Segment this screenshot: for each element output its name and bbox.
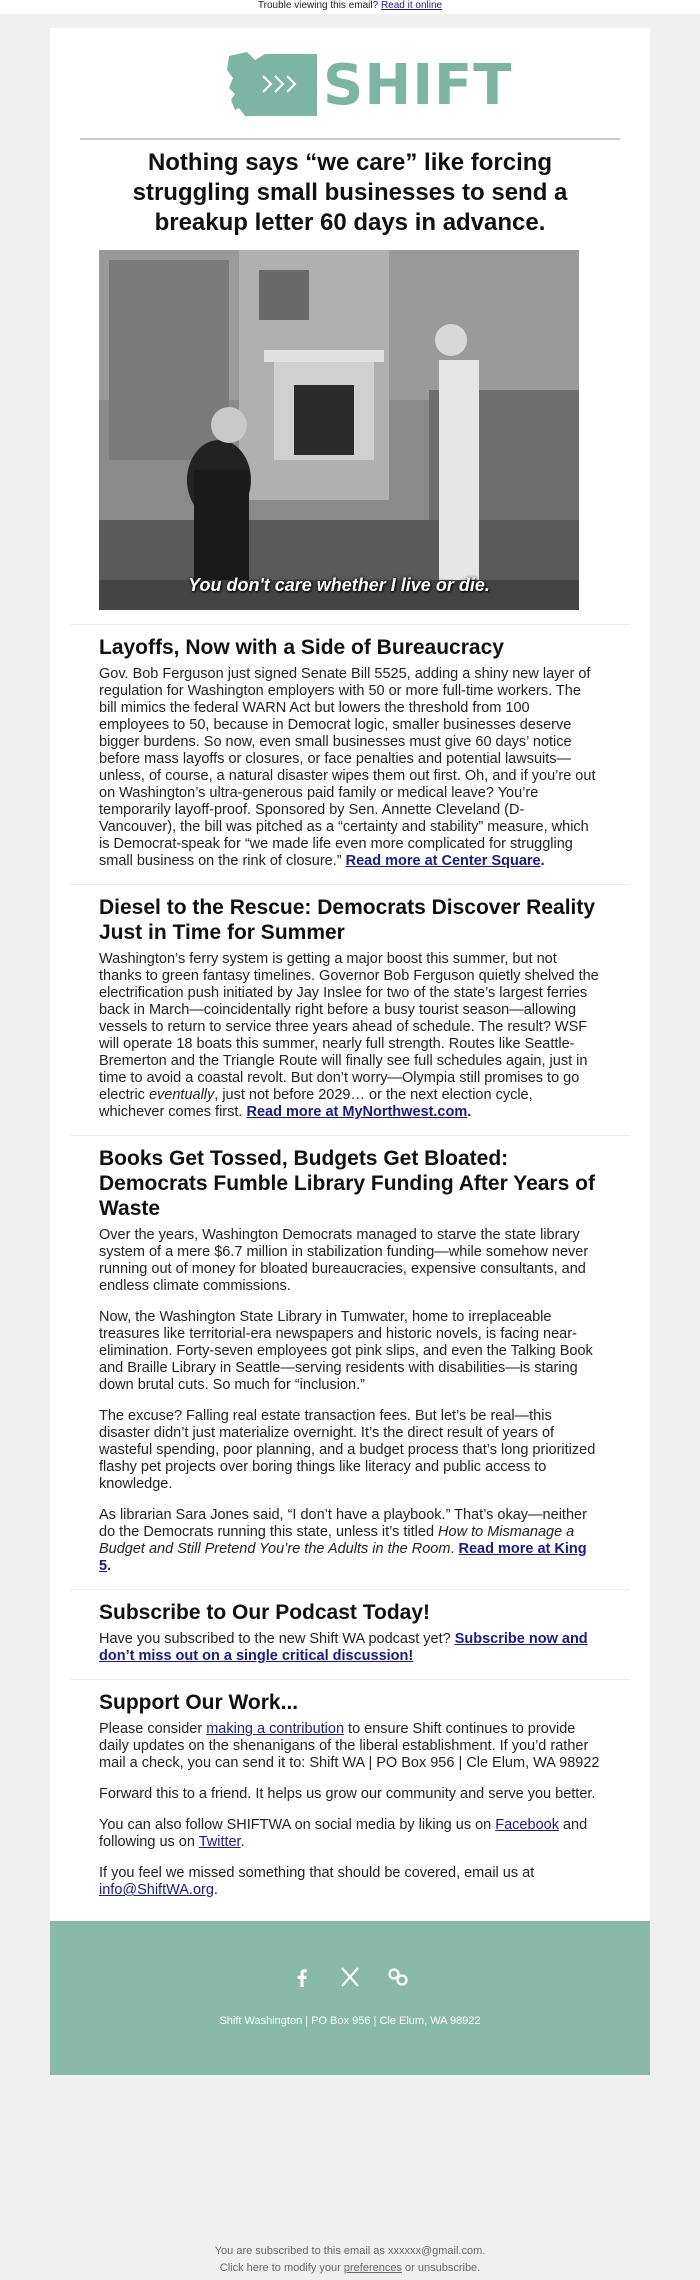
support-title: Support Our Work...: [99, 1691, 299, 1714]
article-text: As librarian Sara Jones said, “I don’t have a playbook.” That’s okay—neither do the Democrats running this state, unless it’s titled: [99, 1507, 587, 1540]
article-text: Gov. Bob Ferguson just signed Senate Bill 5525, adding a shiny new layer of regulation for Washington employers with 50 or more full-time workers. The bill mimics the federal WARN Act but lowers the threshold from 100 employees to 50, because in Democrat logic, smaller businesses deserve bigger burdens. So now, even small businesses must give 60 days’ notice before mass layoffs or closures, or face penalties and potential lawsuits—unless, of course, a natural disaster wipes them out first. Oh, and if you’re out on Washington’s ultra-generous paid family or medical leave? You’re temporarily layoff-proof. Sponsored by Sen. Annette Cleveland (D-Vancouver), the bill was pitched as a “certainty and stability” measure, which is Democrat-speak for “we made life even more complicated for struggling small business on the rink of closure.”: [99, 666, 596, 869]
article-paragraph: Over the years, Washington Democrats managed to starve the state library system of a mere $6.7 million in stabilization funding—while somehow never running out of money for bloated bureaucracies, expensive consultants, and endless climate commissions.: [99, 1227, 589, 1294]
hero-image[interactable]: [99, 250, 579, 610]
article-title: Diesel to the Rescue: Democrats Discover Reality Just in Time for Summer: [99, 896, 596, 944]
read-more-link[interactable]: Read more at King 5: [99, 1541, 587, 1574]
article-title: Layoffs, Now with a Side of Bureaucracy: [99, 636, 504, 659]
read-online-link[interactable]: Read it online: [380, 0, 443, 11]
article-body: Gov. Bob Ferguson just signed Senate Bill 5525, adding a shiny new layer of regulation for Washington employers with 50 or more full-time workers. The bill mimics the federal WARN Act but lowers the threshold from 100 employees to 50, because in Democrat logic, smaller businesses deserve bigger burdens. So now, even small businesses must give 60 days’ notice before mass layoffs or closures, or face penalties and potential lawsuits—unless, of course, a natural disaster wipes them out first. Oh, and if you’re out on Washington’s ultra-generous paid family or medical leave? You’re temporarily layoff-proof. Sponsored by Sen. Annette Cleveland (D-Vancouver), the bill was pitched as a “certainty and stability” measure, which is Democrat-speak for “we made life even more complicated for struggling small business on the rink of closure.” Read more at Center Square.: [99, 666, 596, 869]
subscription-notice: [0, 2243, 700, 2277]
hero-scene: [99, 250, 579, 610]
subscribed-line: You are subscribed to this email as xxxxxx@gmail.com.: [214, 2245, 486, 2257]
support-text: If you feel we missed something that should be covered, email us at: [99, 1865, 535, 1881]
article-paragraph: The excuse? Falling real estate transaction fees. But let’s be real—this disaster didn’t just materialize overnight. It’s the direct result of years of wasteful spending, poor planning, and a budget process that’s long prioritized flashy pet projects over boring things like literacy and public access to knowledge.: [99, 1408, 596, 1492]
email-footer: [50, 1921, 650, 2075]
article-title: Books Get Tossed, Budgets Get Bloated: Democrats Fumble Library Funding After Years of Waste: [99, 1147, 595, 1220]
social-icons: [50, 1965, 650, 1989]
support-text: .: [213, 1882, 218, 1898]
support-text: .: [240, 1834, 245, 1850]
preferences-line: [0, 2260, 700, 2277]
support-text: Please consider: [99, 1721, 207, 1737]
support-paragraph: [99, 1865, 601, 1899]
header-logo-area: [50, 28, 650, 138]
podcast-section: [99, 1590, 601, 1665]
contribution-link[interactable]: making a contribution: [206, 1721, 345, 1737]
article-text: .: [450, 1541, 459, 1557]
support-text: and following us on: [99, 1817, 588, 1850]
podcast-title: Subscribe to Our Podcast Today!: [99, 1601, 430, 1624]
trouble-viewing-bar: [0, 0, 700, 14]
preferences-text: or unsubscribe.: [401, 2262, 481, 2274]
preferences-text: Click here to modify your: [219, 2262, 344, 2274]
article-paragraph: As librarian Sara Jones said, “I don’t have a playbook.” That’s okay—neither do the Democrats running this state, unless it’s titled How to Mismanage a Budget and Still Pretend You’re the Adults in the Room. Read more at King 5.: [99, 1507, 587, 1574]
article-emphasis: How to Mismanage a Budget and Still Pretend You’re the Adults in the Room: [99, 1524, 575, 1557]
facebook-icon[interactable]: [290, 1965, 314, 1989]
x-icon[interactable]: [338, 1965, 362, 1989]
support-paragraph: Forward this to a friend. It helps us grow our community and serve you better.: [99, 1786, 596, 1802]
email-link[interactable]: info@ShiftWA.org: [99, 1882, 214, 1898]
footer-address: Shift Washington | PO Box 956 | Cle Elum, WA 98922: [219, 2015, 481, 2027]
article-library: [99, 1136, 601, 1575]
preferences-link[interactable]: preferences: [343, 2262, 402, 2274]
email-card: [50, 28, 650, 2075]
logo-wordmark: SHIFT: [323, 53, 513, 118]
trouble-viewing-text: Trouble viewing this email?: [257, 0, 379, 11]
read-more-link[interactable]: Read more at Center Square: [345, 853, 541, 869]
lead-headline: Nothing says “we care” like forcing struggling small businesses to send a breakup letter 60 days in advance.: [132, 149, 568, 236]
article-emphasis: eventually: [148, 1087, 215, 1103]
article-text: , just not before 2029… or the next election cycle, whichever comes first.: [99, 1087, 533, 1120]
article-text: Washington’s ferry system is getting a major boost this summer, but not thanks to green fantasy timelines. Governor Bob Ferguson quietly shelved the electrification push initiated by Jay Inslee for two of the state’s largest ferries back in March—coincidentally right before a busy tourist season—allowing vessels to return to service three years ahead of schedule. The result? WSF will operate 18 boats this summer, nearly full strength. Routes like Seattle-Bremerton and the Triangle Route will finally see full schedules again, just in time to avoid a coastal revolt. But don’t worry—Olympia still promises to go electric: [99, 951, 599, 1103]
article-paragraph: Now, the Washington State Library in Tumwater, home to irreplaceable treasures like territorial-era newspapers and historic novels, is facing near-elimination. Forty-seven employees got pink slips, and even the Talking Book and Braille Library in Seattle—serving residents with disabilities—is staring down brutal cuts. So much for “inclusion.”: [99, 1309, 593, 1393]
support-text: You can also follow SHIFTWA on social media by liking us on: [99, 1817, 496, 1833]
podcast-body: [99, 1631, 601, 1665]
support-text: to ensure Shift continues to provide daily updates on the shenanigans of the liberal establishment. If you’d rather mail a check, you can send it to: Shift WA | PO Box 956 | Cle Elum, WA 98922: [99, 1721, 600, 1771]
support-section: [99, 1680, 601, 1899]
link-icon[interactable]: [386, 1965, 410, 1989]
podcast-text: Have you subscribed to the new Shift WA podcast yet?: [99, 1631, 455, 1647]
podcast-subscribe-link[interactable]: Subscribe now and don’t miss out on a single critical discussion!: [99, 1631, 588, 1664]
twitter-link[interactable]: Twitter: [198, 1834, 241, 1850]
facebook-link[interactable]: Facebook: [495, 1817, 559, 1833]
read-more-link[interactable]: Read more at MyNorthwest.com: [246, 1104, 468, 1120]
article-layoffs: [99, 625, 601, 870]
support-paragraph: [99, 1721, 601, 1772]
hero-caption: You don't care whether I live or die.: [188, 575, 490, 595]
washington-state-icon: [225, 50, 320, 118]
article-body: Washington’s ferry system is getting a major boost this summer, but not thanks to green fantasy timelines. Governor Bob Ferguson quietly shelved the electrification push initiated by Jay Inslee for two of the state’s largest ferries back in March—coincidentally right before a busy tourist season—allowing vessels to return to service three years ahead of schedule. The result? WSF will operate 18 boats this summer, nearly full strength. Routes like Seattle-Bremerton and the Triangle Route will finally see full schedules again, just in time to avoid a coastal revolt. But don’t worry—Olympia still promises to go electric eventually, just not before 2029… or the next election cycle, whichever comes first. Read more at MyNorthwest.com.: [99, 951, 599, 1120]
support-paragraph: [99, 1817, 601, 1851]
article-ferries: [99, 885, 601, 1121]
header-divider: [80, 138, 620, 140]
shift-logo[interactable]: [225, 50, 513, 120]
